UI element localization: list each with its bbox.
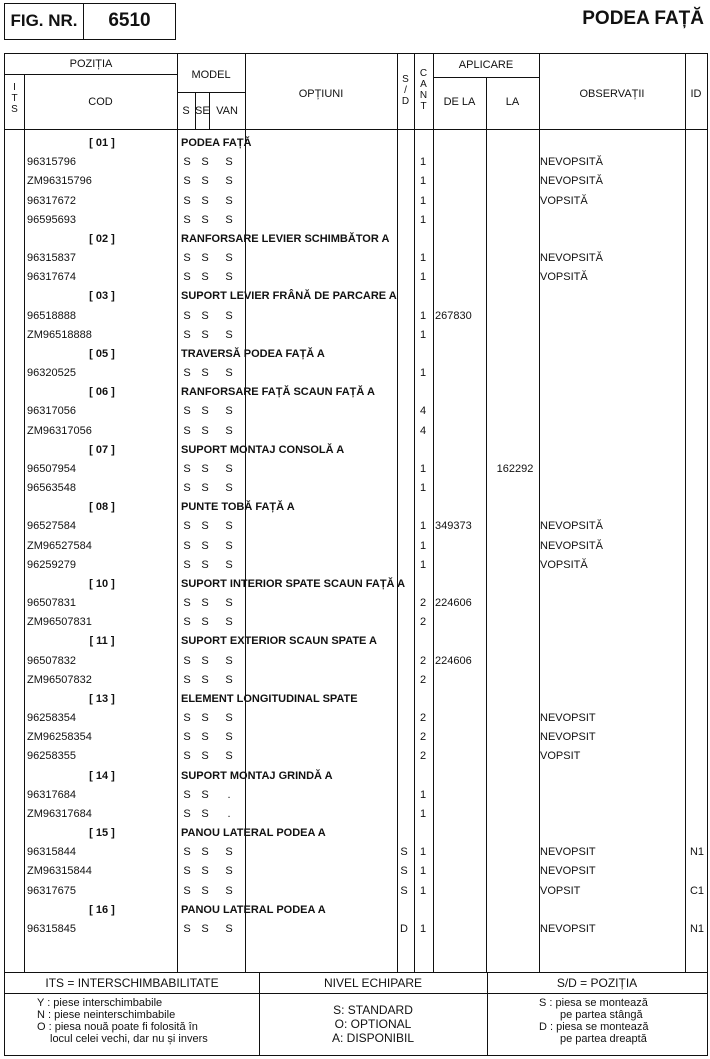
model-s-cell: S [183,156,191,169]
quantity-cell: 1 [419,367,427,380]
part-row [5,172,707,191]
legend-sd-line: D : piesa se montează [539,1021,649,1033]
model-se-cell: S [201,846,209,859]
model-s-cell: S [183,539,191,552]
part-row [5,479,707,498]
model-van-cell: S [225,846,233,859]
model-se-cell: S [201,482,209,495]
group-description: SUPORT INTERIOR SPATE SCAUN FAȚĂ A [181,577,406,590]
quantity-cell: 1 [419,539,427,552]
header-sd-char: S [402,74,409,85]
part-row [5,671,707,690]
legend-its-list [37,997,208,1045]
model-s-cell: S [183,194,191,207]
side-cell: D [400,922,408,935]
model-s-cell: S [183,750,191,763]
model-van-cell: S [225,328,233,341]
part-row [5,460,707,479]
part-code: 96507954 [27,462,76,475]
model-van-cell: S [225,156,233,169]
model-s-cell: S [183,271,191,284]
model-s-cell: S [183,788,191,801]
header-cod: COD [88,96,113,108]
group-row [5,498,707,517]
model-se-cell: S [201,712,209,725]
model-van-cell: S [225,424,233,437]
group-row [5,134,707,153]
model-van-cell: S [225,405,233,418]
model-s-cell: S [183,367,191,380]
model-van-cell: S [225,539,233,552]
figure-number: 6510 [108,10,151,31]
model-se-cell: S [201,213,209,226]
part-code: 96259279 [27,558,76,571]
model-s-cell: S [183,558,191,571]
legend-sd-list [539,997,648,1045]
position-number: [ 15 ] [89,827,115,840]
model-se-cell: S [201,328,209,341]
position-number: [ 14 ] [89,769,115,782]
applies-from-cell: 267830 [435,309,472,322]
part-row [5,882,707,901]
observation-cell: NEVOPSIT [540,922,596,935]
model-se-cell: S [201,654,209,667]
model-s-cell: S [183,846,191,859]
header-its-letter: S [11,104,18,115]
part-row [5,326,707,345]
figure-number-box [4,3,176,40]
id-cell: N1 [689,922,705,935]
header-optiuni: OPȚIUNI [298,88,344,100]
model-se-cell: S [201,367,209,380]
part-row [5,556,707,575]
quantity-cell: 1 [419,175,427,188]
model-s-cell: S [183,175,191,188]
header-cant-letter: A [420,79,427,90]
model-s-cell: S [183,865,191,878]
quantity-cell: 1 [419,328,427,341]
part-code: 96320525 [27,367,76,380]
model-van-cell: S [225,558,233,571]
part-row [5,728,707,747]
part-code: ZM96317056 [27,424,92,437]
model-van-cell: S [225,175,233,188]
part-row [5,594,707,613]
model-se-cell: S [201,750,209,763]
header-model-s: S [182,105,190,117]
part-code: 96315796 [27,156,76,169]
model-s-cell: S [183,309,191,322]
part-row [5,537,707,556]
part-row [5,843,707,862]
quantity-cell: 2 [419,731,427,744]
model-se-cell: S [201,271,209,284]
quantity-cell: 1 [419,252,427,265]
model-se-cell: S [201,194,209,207]
model-s-cell: S [183,482,191,495]
observation-cell: VOPSITĂ [540,271,588,284]
quantity-cell: 2 [419,616,427,629]
observation-cell: VOPSIT [540,884,581,897]
model-se-cell: S [201,539,209,552]
header-la: LA [505,96,520,108]
model-van-cell: S [225,654,233,667]
observation-cell: VOPSIT [540,750,581,763]
part-row [5,211,707,230]
header-id: ID [690,88,702,100]
group-row [5,383,707,402]
part-row [5,268,707,287]
model-van-cell: S [225,462,233,475]
model-se-cell: S [201,424,209,437]
header-model-van: VAN [216,105,238,117]
quantity-cell: 2 [419,750,427,763]
part-code: ZM96507831 [27,616,92,629]
model-van-cell: S [225,884,233,897]
group-description: SUPORT EXTERIOR SCAUN SPATE A [181,635,377,648]
position-number: [ 08 ] [89,501,115,514]
observation-cell: NEVOPSITĂ [540,520,603,533]
legend-its-line: N : piese neinterschimbabile [37,1009,176,1021]
legend-nivel-title: NIVEL ECHIPARE [323,976,423,990]
observation-cell: NEVOPSITĂ [540,156,603,169]
group-row [5,901,707,920]
position-number: [ 13 ] [89,692,115,705]
group-row [5,441,707,460]
side-cell: S [400,846,408,859]
observation-cell: NEVOPSIT [540,865,596,878]
part-code: 96315837 [27,252,76,265]
observation-cell: VOPSITĂ [540,558,588,571]
group-row [5,767,707,786]
group-description: SUPORT LEVIER FRÂNĂ DE PARCARE A [181,290,397,303]
legend-sd-title: S/D = POZIȚIA [556,976,638,990]
part-row [5,249,707,268]
header-sd-char: / [404,85,407,96]
quantity-cell: 1 [419,884,427,897]
group-description: PANOU LATERAL PODEA A [181,903,326,916]
legend-its-title: ITS = INTERSCHIMBABILITATE [45,976,219,990]
part-code: 96507831 [27,597,76,610]
model-s-cell: S [183,328,191,341]
legend-its-line: Y : piese interschimbabile [37,997,163,1009]
header-its-letter: T [11,93,18,104]
position-number: [ 02 ] [89,232,115,245]
model-se-cell: S [201,788,209,801]
header-cant-letter: C [419,68,428,79]
part-row [5,709,707,728]
position-number: [ 07 ] [89,443,115,456]
quantity-cell: 1 [419,520,427,533]
model-s-cell: S [183,213,191,226]
legend-nivel-line: S: STANDARD [333,1003,413,1017]
model-se-cell: S [201,462,209,475]
header-its [5,82,24,115]
model-se-cell: S [201,865,209,878]
id-cell: N1 [689,846,705,859]
quantity-cell: 1 [419,194,427,207]
model-se-cell: S [201,597,209,610]
model-van-cell: S [225,597,233,610]
model-van-cell: S [225,865,233,878]
quantity-cell: 4 [419,405,427,418]
group-description: PUNTE TOBĂ FAȚĂ A [181,501,295,514]
model-van-cell: . [227,788,231,801]
header-model-se: SE [195,105,210,117]
part-code: 96315844 [27,846,76,859]
part-code: ZM96315844 [27,865,92,878]
part-code: ZM96507832 [27,673,92,686]
legend-nivel-line: A: DISPONIBIL [331,1031,415,1045]
model-van-cell: S [225,213,233,226]
model-se-cell: S [201,616,209,629]
quantity-cell: 1 [419,462,427,475]
model-s-cell: S [183,922,191,935]
quantity-cell: 2 [419,673,427,686]
observation-cell: NEVOPSIT [540,731,596,744]
group-description: RANFORSARE LEVIER SCHIMBĂTOR A [181,232,390,245]
quantity-cell: 1 [419,271,427,284]
model-s-cell: S [183,424,191,437]
model-van-cell: S [225,309,233,322]
model-van-cell: S [225,922,233,935]
model-van-cell: S [225,731,233,744]
group-row [5,345,707,364]
part-row [5,786,707,805]
model-se-cell: S [201,807,209,820]
model-s-cell: S [183,731,191,744]
part-code: 96317056 [27,405,76,418]
position-number: [ 01 ] [89,137,115,149]
model-van-cell: S [225,194,233,207]
parts-table [4,53,708,973]
observation-cell: NEVOPSITĂ [540,539,603,552]
part-code: ZM96317684 [27,807,92,820]
model-s-cell: S [183,712,191,725]
observation-cell: NEVOPSIT [540,846,596,859]
header-pozitia: POZIȚIA [69,58,113,70]
part-code: 96317674 [27,271,76,284]
position-number: [ 16 ] [89,903,115,916]
header-sd [397,74,414,107]
quantity-cell: 1 [419,865,427,878]
quantity-cell: 1 [419,213,427,226]
group-description: PANOU LATERAL PODEA A [181,827,326,840]
header-sd-char: D [401,96,410,107]
observation-cell: NEVOPSIT [540,712,596,725]
model-s-cell: S [183,884,191,897]
position-number: [ 06 ] [89,386,115,399]
side-cell: S [400,884,408,897]
part-code: ZM96315796 [27,175,92,188]
observation-cell: NEVOPSITĂ [540,175,603,188]
quantity-cell: 1 [419,807,427,820]
quantity-cell: 1 [419,922,427,935]
model-van-cell: S [225,616,233,629]
model-se-cell: S [201,405,209,418]
model-van-cell: . [227,807,231,820]
group-description: RANFORSARE FAȚĂ SCAUN FAȚĂ A [181,386,375,399]
position-number: [ 10 ] [89,577,115,590]
model-van-cell: S [225,520,233,533]
model-se-cell: S [201,884,209,897]
part-code: ZM96258354 [27,731,92,744]
model-s-cell: S [183,807,191,820]
side-cell: S [400,865,408,878]
model-s-cell: S [183,405,191,418]
model-van-cell: S [225,712,233,725]
legend-sd-line: S : piesa se montează [539,997,648,1009]
legend-nivel-list [259,1003,487,1045]
position-number: [ 03 ] [89,290,115,303]
model-se-cell: S [201,520,209,533]
part-row [5,153,707,172]
group-description: ELEMENT LONGITUDINAL SPATE [181,692,358,705]
model-s-cell: S [183,520,191,533]
part-row [5,805,707,824]
part-code: 96258354 [27,712,76,725]
table-body [5,130,707,972]
part-code: 96317675 [27,884,76,897]
group-row [5,575,707,594]
observation-cell: VOPSITĂ [540,194,588,207]
group-row [5,632,707,651]
header-cant [414,68,433,112]
model-s-cell: S [183,616,191,629]
part-row [5,652,707,671]
model-se-cell: S [201,156,209,169]
model-s-cell: S [183,252,191,265]
group-description: TRAVERSĂ PODEA FAȚĂ A [181,347,325,360]
part-code: 96317672 [27,194,76,207]
applies-from-cell: 224606 [435,654,472,667]
legend-nivel-line: O: OPTIONAL [334,1017,412,1031]
model-van-cell: S [225,367,233,380]
position-number: [ 05 ] [89,347,115,360]
part-row [5,402,707,421]
model-van-cell: S [225,252,233,265]
model-se-cell: S [201,175,209,188]
applies-from-cell: 224606 [435,597,472,610]
part-code: 96518888 [27,309,76,322]
quantity-cell: 1 [419,846,427,859]
model-s-cell: S [183,597,191,610]
legend-sd-line: pe partea dreaptă [560,1033,647,1045]
legend-its-line: locul celei vechi, dar nu și invers [50,1033,208,1045]
group-description: PODEA FAȚĂ [181,137,252,149]
quantity-cell: 1 [419,788,427,801]
model-van-cell: S [225,271,233,284]
applies-from-cell: 349373 [435,520,472,533]
header-its-letter: I [13,82,16,93]
quantity-cell: 2 [419,597,427,610]
legend-its-line: O : piesa nouă poate fi folosită în [37,1021,198,1033]
header-de-la: DE LA [443,96,476,108]
model-s-cell: S [183,673,191,686]
position-number: [ 11 ] [89,635,115,648]
model-se-cell: S [201,922,209,935]
part-code: ZM96527584 [27,539,92,552]
applies-to-cell: 162292 [496,462,534,475]
group-row [5,230,707,249]
group-row [5,287,707,306]
quantity-cell: 4 [419,424,427,437]
header-aplicare: APLICARE [458,59,514,71]
figure-label: FIG. NR. [5,4,84,39]
part-row [5,192,707,211]
group-row [5,824,707,843]
model-van-cell: S [225,482,233,495]
header-cant-letter: N [419,90,428,101]
quantity-cell: 1 [419,482,427,495]
quantity-cell: 2 [419,712,427,725]
model-s-cell: S [183,462,191,475]
model-se-cell: S [201,731,209,744]
part-code: 96595693 [27,213,76,226]
part-code: ZM96518888 [27,328,92,341]
part-row [5,747,707,766]
part-row [5,307,707,326]
observation-cell: NEVOPSITĂ [540,252,603,265]
model-van-cell: S [225,673,233,686]
header-cant-letter: T [420,101,427,112]
model-se-cell: S [201,673,209,686]
quantity-cell: 2 [419,654,427,667]
part-row [5,422,707,441]
part-code: 96317684 [27,788,76,801]
legend-footer [4,973,708,1056]
header-model: MODEL [191,69,231,81]
part-row [5,364,707,383]
part-code: 96507832 [27,654,76,667]
quantity-cell: 1 [419,309,427,322]
part-code: 96315845 [27,922,76,935]
part-code: 96258355 [27,750,76,763]
part-row [5,613,707,632]
legend-sd-line: pe partea stângă [560,1009,643,1021]
page-title: PODEA FAȚĂ [582,8,704,29]
part-code: 96527584 [27,520,76,533]
header-observatii: OBSERVAȚII [579,88,645,100]
model-se-cell: S [201,309,209,322]
group-row [5,690,707,709]
part-code: 96563548 [27,482,76,495]
model-s-cell: S [183,654,191,667]
quantity-cell: 1 [419,558,427,571]
part-row [5,517,707,536]
group-description: SUPORT MONTAJ CONSOLĂ A [181,443,345,456]
quantity-cell: 1 [419,156,427,169]
part-row [5,862,707,881]
model-van-cell: S [225,750,233,763]
id-cell: C1 [689,884,705,897]
model-se-cell: S [201,558,209,571]
part-row [5,920,707,939]
group-description: SUPORT MONTAJ GRINDĂ A [181,769,333,782]
model-se-cell: S [201,252,209,265]
